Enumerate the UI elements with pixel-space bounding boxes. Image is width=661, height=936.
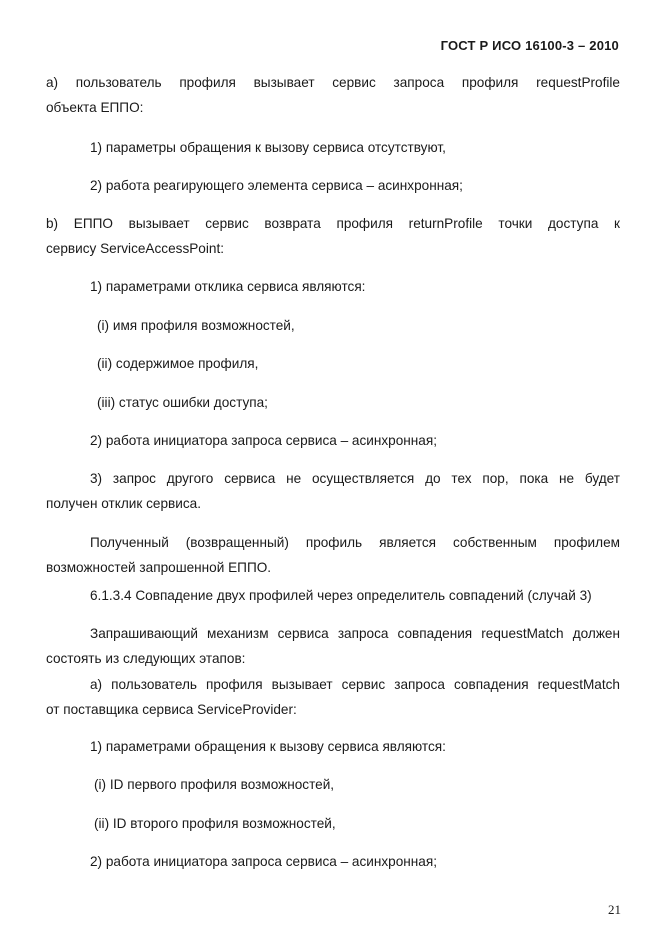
text-line: Полученный (возвращенный) профиль является собственным профилем xyxy=(90,535,620,550)
text-line: (ii) ID второго профиля возможностей, xyxy=(94,816,336,831)
text-line: 1) параметрами отклика сервиса являются: xyxy=(90,279,366,294)
page-number: 21 xyxy=(608,902,621,917)
text-line: 1) параметры обращения к вызову сервиса отсутствуют, xyxy=(90,140,446,155)
text-line: 3) запрос другого сервиса не осуществляется до тех пор, пока не будет xyxy=(90,471,620,486)
text-line: сервису ServiceAccessPoint: xyxy=(46,241,225,256)
text-line: a) пользователь профиля вызывает сервис запроса профиля requestProfile xyxy=(46,75,620,90)
text-line: (i) ID первого профиля возможностей, xyxy=(94,777,335,792)
text-line: Запрашивающий механизм сервиса запроса совпадения requestMatch должен xyxy=(90,626,620,641)
text-line: (i) имя профиля возможностей, xyxy=(97,318,295,333)
text-line: 1) параметрами обращения к вызову сервиса являются: xyxy=(90,739,446,754)
text-line: возможностей запрошенной ЕППО. xyxy=(46,560,272,575)
text-line: 2) работа реагирующего элемента сервиса – асинхронная; xyxy=(90,178,463,193)
text-line: объекта ЕППО: xyxy=(46,100,144,115)
text-line: (ii) содержимое профиля, xyxy=(97,356,259,371)
text-line: 2) работа инициатора запроса сервиса – асинхронная; xyxy=(90,854,438,869)
text-line: (iii) статус ошибки доступа; xyxy=(97,395,268,410)
text-line: b) ЕППО вызывает сервис возврата профиля returnProfile точки доступа к xyxy=(46,216,620,231)
section-heading: 6.1.3.4 Совпадение двух профилей через определитель совпадений (случай 3) xyxy=(90,588,592,603)
text-line: от поставщика сервиса ServiceProvider: xyxy=(46,702,297,717)
document-header: ГОСТ Р ИСО 16100-3 – 2010 xyxy=(440,38,619,53)
text-line: a) пользователь профиля вызывает сервис запроса совпадения requestMatch xyxy=(90,677,620,692)
text-line: состоять из следующих этапов: xyxy=(46,651,246,666)
text-line: получен отклик сервиса. xyxy=(46,496,201,511)
text-line: 2) работа инициатора запроса сервиса – асинхронная; xyxy=(90,433,438,448)
